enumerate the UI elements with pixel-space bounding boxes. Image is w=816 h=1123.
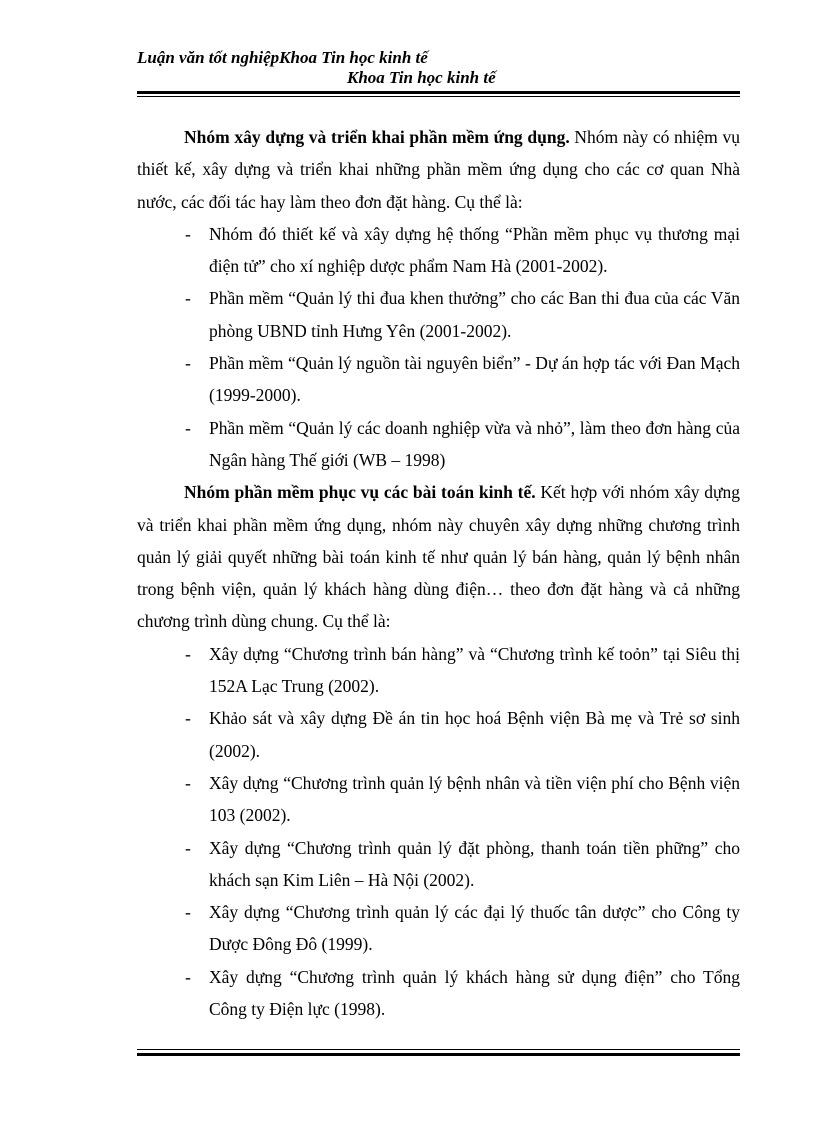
section-1-lead: Nhóm xây dựng và triển khai phần mềm ứng dụng.	[184, 127, 570, 147]
list-item	[137, 218, 740, 283]
list-item-text: Khảo sát và xây dựng Đề án tin học hoá Bệnh viện Bà mẹ và Trẻ sơ sinh (2002).	[209, 708, 740, 761]
footer-rule-thick	[137, 1053, 740, 1056]
list-item-text: Xây dựng “Chương trình bán hàng” và “Chương trình kế toỏn” tại Siêu thị 152A Lạc Trung (2002).	[209, 643, 740, 697]
list-item	[137, 896, 740, 961]
list-item	[137, 282, 740, 347]
list-item	[137, 412, 740, 477]
list-item-text: Xây dựng “Chương trình quản lý khách hàng sử dụng điện” cho Tổng Công ty Điện lực (1998).	[209, 966, 740, 1020]
bullet-dash: -	[185, 223, 191, 244]
list-item-text: Phần mềm “Quản lý nguồn tài nguyên biển” - Dự án hợp tác với Đan Mạch (1999-2000).	[209, 353, 740, 406]
list-item-text: Phần mềm “Quản lý các doanh nghiệp vừa và nhỏ”, làm theo đơn hàng của Ngân hàng Thế giới (WB – 1998)	[209, 417, 740, 470]
list-item-text: Xây dựng “Chương trình quản lý đặt phòng, thanh toán tiền phững” cho khách sạn Kim Liên – Hà Nội (2002).	[209, 837, 740, 890]
list-item-text: Nhóm đó thiết kế và xây dựng hệ thống “Phần mềm phục vụ thương mại điện tử” cho xí nghiệp dược phẩm Nam Hà (2001-2002).	[209, 223, 740, 277]
section-2-list	[137, 638, 740, 1026]
bullet-dash: -	[185, 708, 191, 729]
bullet-dash: -	[185, 772, 191, 793]
bullet-dash: -	[185, 837, 191, 858]
bullet-dash: -	[185, 966, 191, 987]
bullet-dash: -	[185, 417, 191, 438]
list-item-text: Phần mềm “Quản lý thi đua khen thưởng” cho các Ban thi đua của các Văn phòng UBND tỉnh Hưng Yên (2001-2002).	[209, 288, 740, 341]
section-2-text: Kết hợp với nhóm xây dựng và triển khai phần mềm ứng dụng, nhóm này chuyên xây dựng những chương trình quản lý giải quyết những bài toán kinh tế như quản lý bán hàng, quản lý bệnh nhân trong bệnh viện, quản lý khách hàng dùng điện… theo đơn đặt hàng và cả những chương trình dùng chung. Cụ thể là:	[137, 482, 740, 632]
section-1-paragraph	[137, 121, 740, 218]
section-1-text: Nhóm này có nhiệm vụ thiết kế, xây dựng và triển khai những phần mềm ứng dụng cho các cơ quan Nhà nước, các đối tác hay làm theo đơn đặt hàng. Cụ thể là:	[137, 127, 740, 212]
list-item-text: Xây dựng “Chương trình quản lý bệnh nhân và tiền viện phí cho Bệnh viện 103 (2002).	[209, 772, 740, 826]
bullet-dash: -	[185, 902, 191, 923]
header-line-1: Luận văn tốt nghiệpKhoa Tin học kinh tế	[137, 48, 428, 67]
list-item	[137, 767, 740, 832]
list-item	[137, 961, 740, 1026]
section-2-paragraph	[137, 476, 740, 637]
section-2-lead: Nhóm phần mềm phục vụ các bài toán kinh tế.	[184, 482, 536, 503]
bullet-dash: -	[185, 353, 191, 374]
list-item	[137, 638, 740, 703]
list-item	[137, 347, 740, 412]
page-header	[137, 48, 740, 88]
section-1-list	[137, 218, 740, 476]
list-item	[137, 702, 740, 767]
bullet-dash: -	[185, 643, 191, 664]
header-line-2: Khoa Tin học kinh tế	[347, 68, 496, 87]
list-item-text: Xây dựng “Chương trình quản lý các đại lý thuốc tân dược” cho Công ty Dược Đông Đô (1999).	[209, 902, 740, 955]
list-item	[137, 832, 740, 897]
document-body	[137, 121, 740, 1025]
bullet-dash: -	[185, 288, 191, 309]
header-rule-thin	[137, 96, 740, 97]
footer-rule-thin	[137, 1049, 740, 1050]
header-rule-thick	[137, 91, 740, 94]
